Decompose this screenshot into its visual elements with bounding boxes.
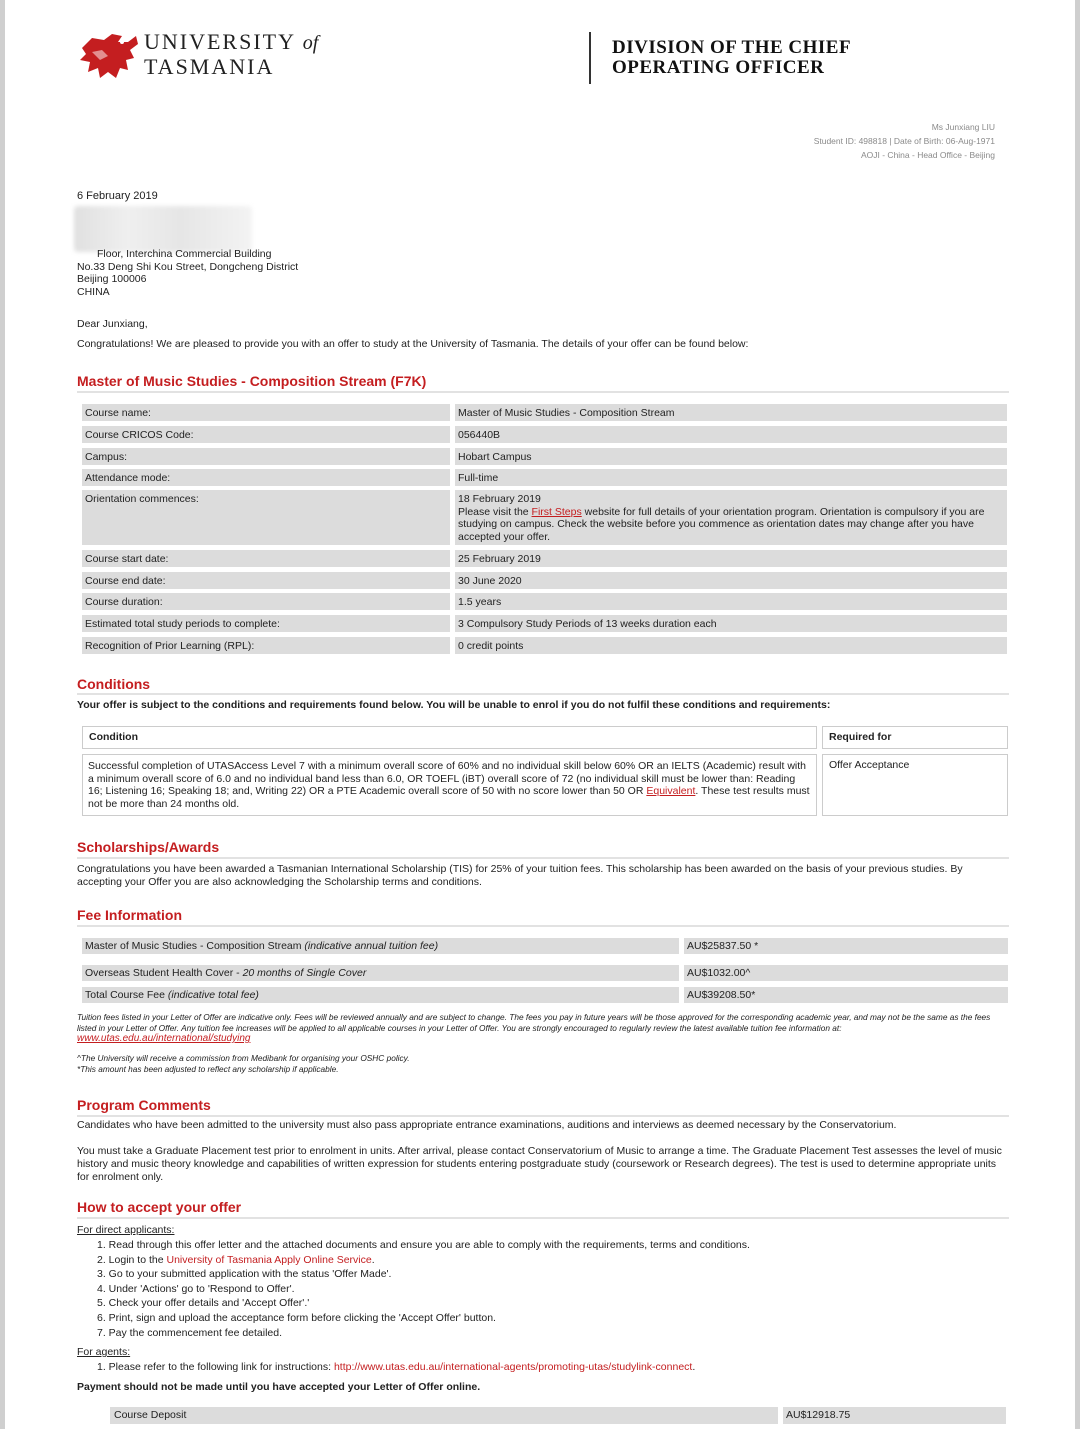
fee-row: Master of Music Studies - Composition Stream (indicative annual tuition fee) AU$25837.50 * — [82, 938, 1008, 954]
course-deposit-label: Course Deposit — [110, 1407, 778, 1424]
list-item: 5. Check your offer details and 'Accept Offer'.' — [97, 1297, 310, 1310]
fee-information-title: Fee Information — [77, 907, 183, 923]
letter-header — [78, 28, 1008, 88]
first-steps-link[interactable]: First Steps — [531, 505, 582, 518]
student-office: AOJI - China - Head Office - Beijing — [860, 150, 995, 160]
section-divider — [77, 1115, 1009, 1117]
division-title: DIVISION OF THE CHIEF OPERATING OFFICER — [612, 37, 852, 78]
agents-heading: For agents: — [77, 1346, 131, 1358]
fee-footnotes: ^The University will receive a commission from Medibank for organising your OSHC policy. *This amount has been adjusted to reflect any scholarship if applicable. — [77, 1053, 410, 1074]
section-divider — [77, 1217, 1009, 1219]
condition-header: Condition — [82, 726, 817, 749]
student-name: Ms Junxiang LIU — [931, 122, 995, 132]
fee-note: Tuition fees listed in your Letter of Offer are indicative only. Fees will be reviewed annually and are subject to change. The fees you pay in future years will be those approved for the corresponding academic year, and may not be the same as the fees listed in your Letter of Offer. Any tuition fee increases will be applied to all applicable courses in your Letter of Offer. You are strongly encouraged to regularly review the latest available tuition fee information at: www.utas.edu.au/international/studying — [77, 1012, 991, 1044]
apply-online-service-link[interactable]: University of Tasmania Apply Online Service — [166, 1253, 372, 1266]
redacted-name-block — [74, 206, 252, 252]
direct-applicants-heading: For direct applicants: — [77, 1224, 175, 1236]
studylink-connect-link[interactable]: http://www.utas.edu.au/international-agents/promoting-utas/studylink-connect — [333, 1361, 693, 1373]
salutation: Dear Junxiang, — [77, 318, 148, 330]
payment-note: Payment should not be made until you have accepted your Letter of Offer online. — [77, 1381, 481, 1393]
scholarships-title: Scholarships/Awards — [77, 839, 220, 855]
student-id-dob: Student ID: 498818 | Date of Birth: 06-Aug-1971 — [813, 136, 995, 146]
university-wordmark: UNIVERSITY of TASMANIA — [144, 29, 319, 79]
required-for-value: Offer Acceptance — [822, 754, 1008, 816]
scholarship-text: Congratulations you have been awarded a Tasmanian International Scholarship (TIS) for 25% of your tuition fees. This scholarship has been awarded on the basis of your previous studies. By accepting your Offer you are also acknowledging the Scholarship terms and conditions. — [77, 863, 963, 888]
header-divider — [589, 32, 591, 84]
page-edge-left — [0, 0, 5, 1429]
section-divider — [77, 925, 1009, 927]
direct-applicant-steps — [97, 1238, 750, 1340]
equivalent-link[interactable]: Equivalent — [646, 785, 696, 797]
page-edge-right — [1075, 0, 1080, 1429]
section-divider — [77, 857, 1009, 859]
agent-steps — [97, 1360, 695, 1375]
letter-date: 6 February 2019 — [77, 190, 158, 202]
list-item: 1. Read through this offer letter and the attached documents and ensure you are able to comply with the requirements, terms and conditions. — [97, 1239, 750, 1251]
list-item: 2. Login to the University of Tasmania Apply Online Service. — [97, 1253, 375, 1266]
section-divider — [77, 391, 1009, 393]
list-item: 1. Please refer to the following link for instructions: http://www.utas.edu.au/international-agents/promoting-utas/studylink-connect. — [97, 1361, 696, 1373]
fee-row: Total Course Fee (indicative total fee) AU$39208.50* — [82, 987, 1008, 1003]
how-to-accept-title: How to accept your offer — [77, 1199, 242, 1215]
list-item: 4. Under 'Actions' go to 'Respond to Offer'. — [97, 1282, 295, 1295]
list-item: 7. Pay the commencement fee detailed. — [97, 1326, 283, 1339]
list-item: 6. Print, sign and upload the acceptance form before clicking the 'Accept Offer' button. — [97, 1311, 496, 1324]
program-comment-1: Candidates who have been admitted to the university must also pass appropriate entrance examinations, auditions and interviews as deemed necessary by the Conservatorium. — [77, 1119, 897, 1131]
fee-row: Overseas Student Health Cover - 20 months of Single Cover AU$1032.00^ — [82, 965, 1008, 981]
conditions-title: Conditions — [77, 676, 151, 692]
condition-text: Successful completion of UTASAccess Level 7 with a minimum overall score of 60% and no individual skill below 60% OR an IELTS (Academic) result with a minimum overall score of 6.0 and no individual band less than 6.0, OR TOEFL (iBT) overall score of 72 (no individual skill must be lower than: Reading 16; Listening 16; Speaking 18; and, Writing 22) OR a PTE Academic overall score of 50 with no score lower than 50 OR Equivalent. These test results must not be more than 24 months old. — [82, 754, 817, 816]
section-divider — [77, 693, 1009, 695]
list-item: 3. Go to your submitted application with the status 'Offer Made'. — [97, 1268, 392, 1281]
program-comments-title: Program Comments — [77, 1097, 211, 1113]
program-comment-2: You must take a Graduate Placement test prior to enrolment in units. After arrival, please contact Conservatorium of Music to arrange a time. The Graduate Placement Test assesses the level of music history and music theory knowledge and capabilities of written expression for students entering postgraduate study (coursework or Research degrees). The test is used to determine appropriate units for enrolment only. — [77, 1145, 1002, 1183]
recipient-address: Floor, Interchina Commercial Building No.33 Deng Shi Kou Street, Dongcheng District Beijing 100006 CHINA — [77, 248, 299, 298]
fee-information-link[interactable]: www.utas.edu.au/international/studying — [77, 1033, 251, 1044]
intro-paragraph: Congratulations! We are pleased to provide you with an offer to study at the University of Tasmania. The details of your offer can be found below: — [77, 338, 749, 350]
conditions-intro: Your offer is subject to the conditions and requirements found below. You will be unable to enrol if you do not fulfil these conditions and requirements: — [77, 699, 831, 711]
student-info — [814, 120, 995, 162]
required-for-header: Required for — [822, 726, 1008, 749]
tasmanian-lion-logo-icon — [78, 30, 142, 82]
course-deposit-value: AU$12918.75 — [783, 1407, 1006, 1424]
course-title: Master of Music Studies - Composition Stream (F7K) — [77, 373, 427, 389]
